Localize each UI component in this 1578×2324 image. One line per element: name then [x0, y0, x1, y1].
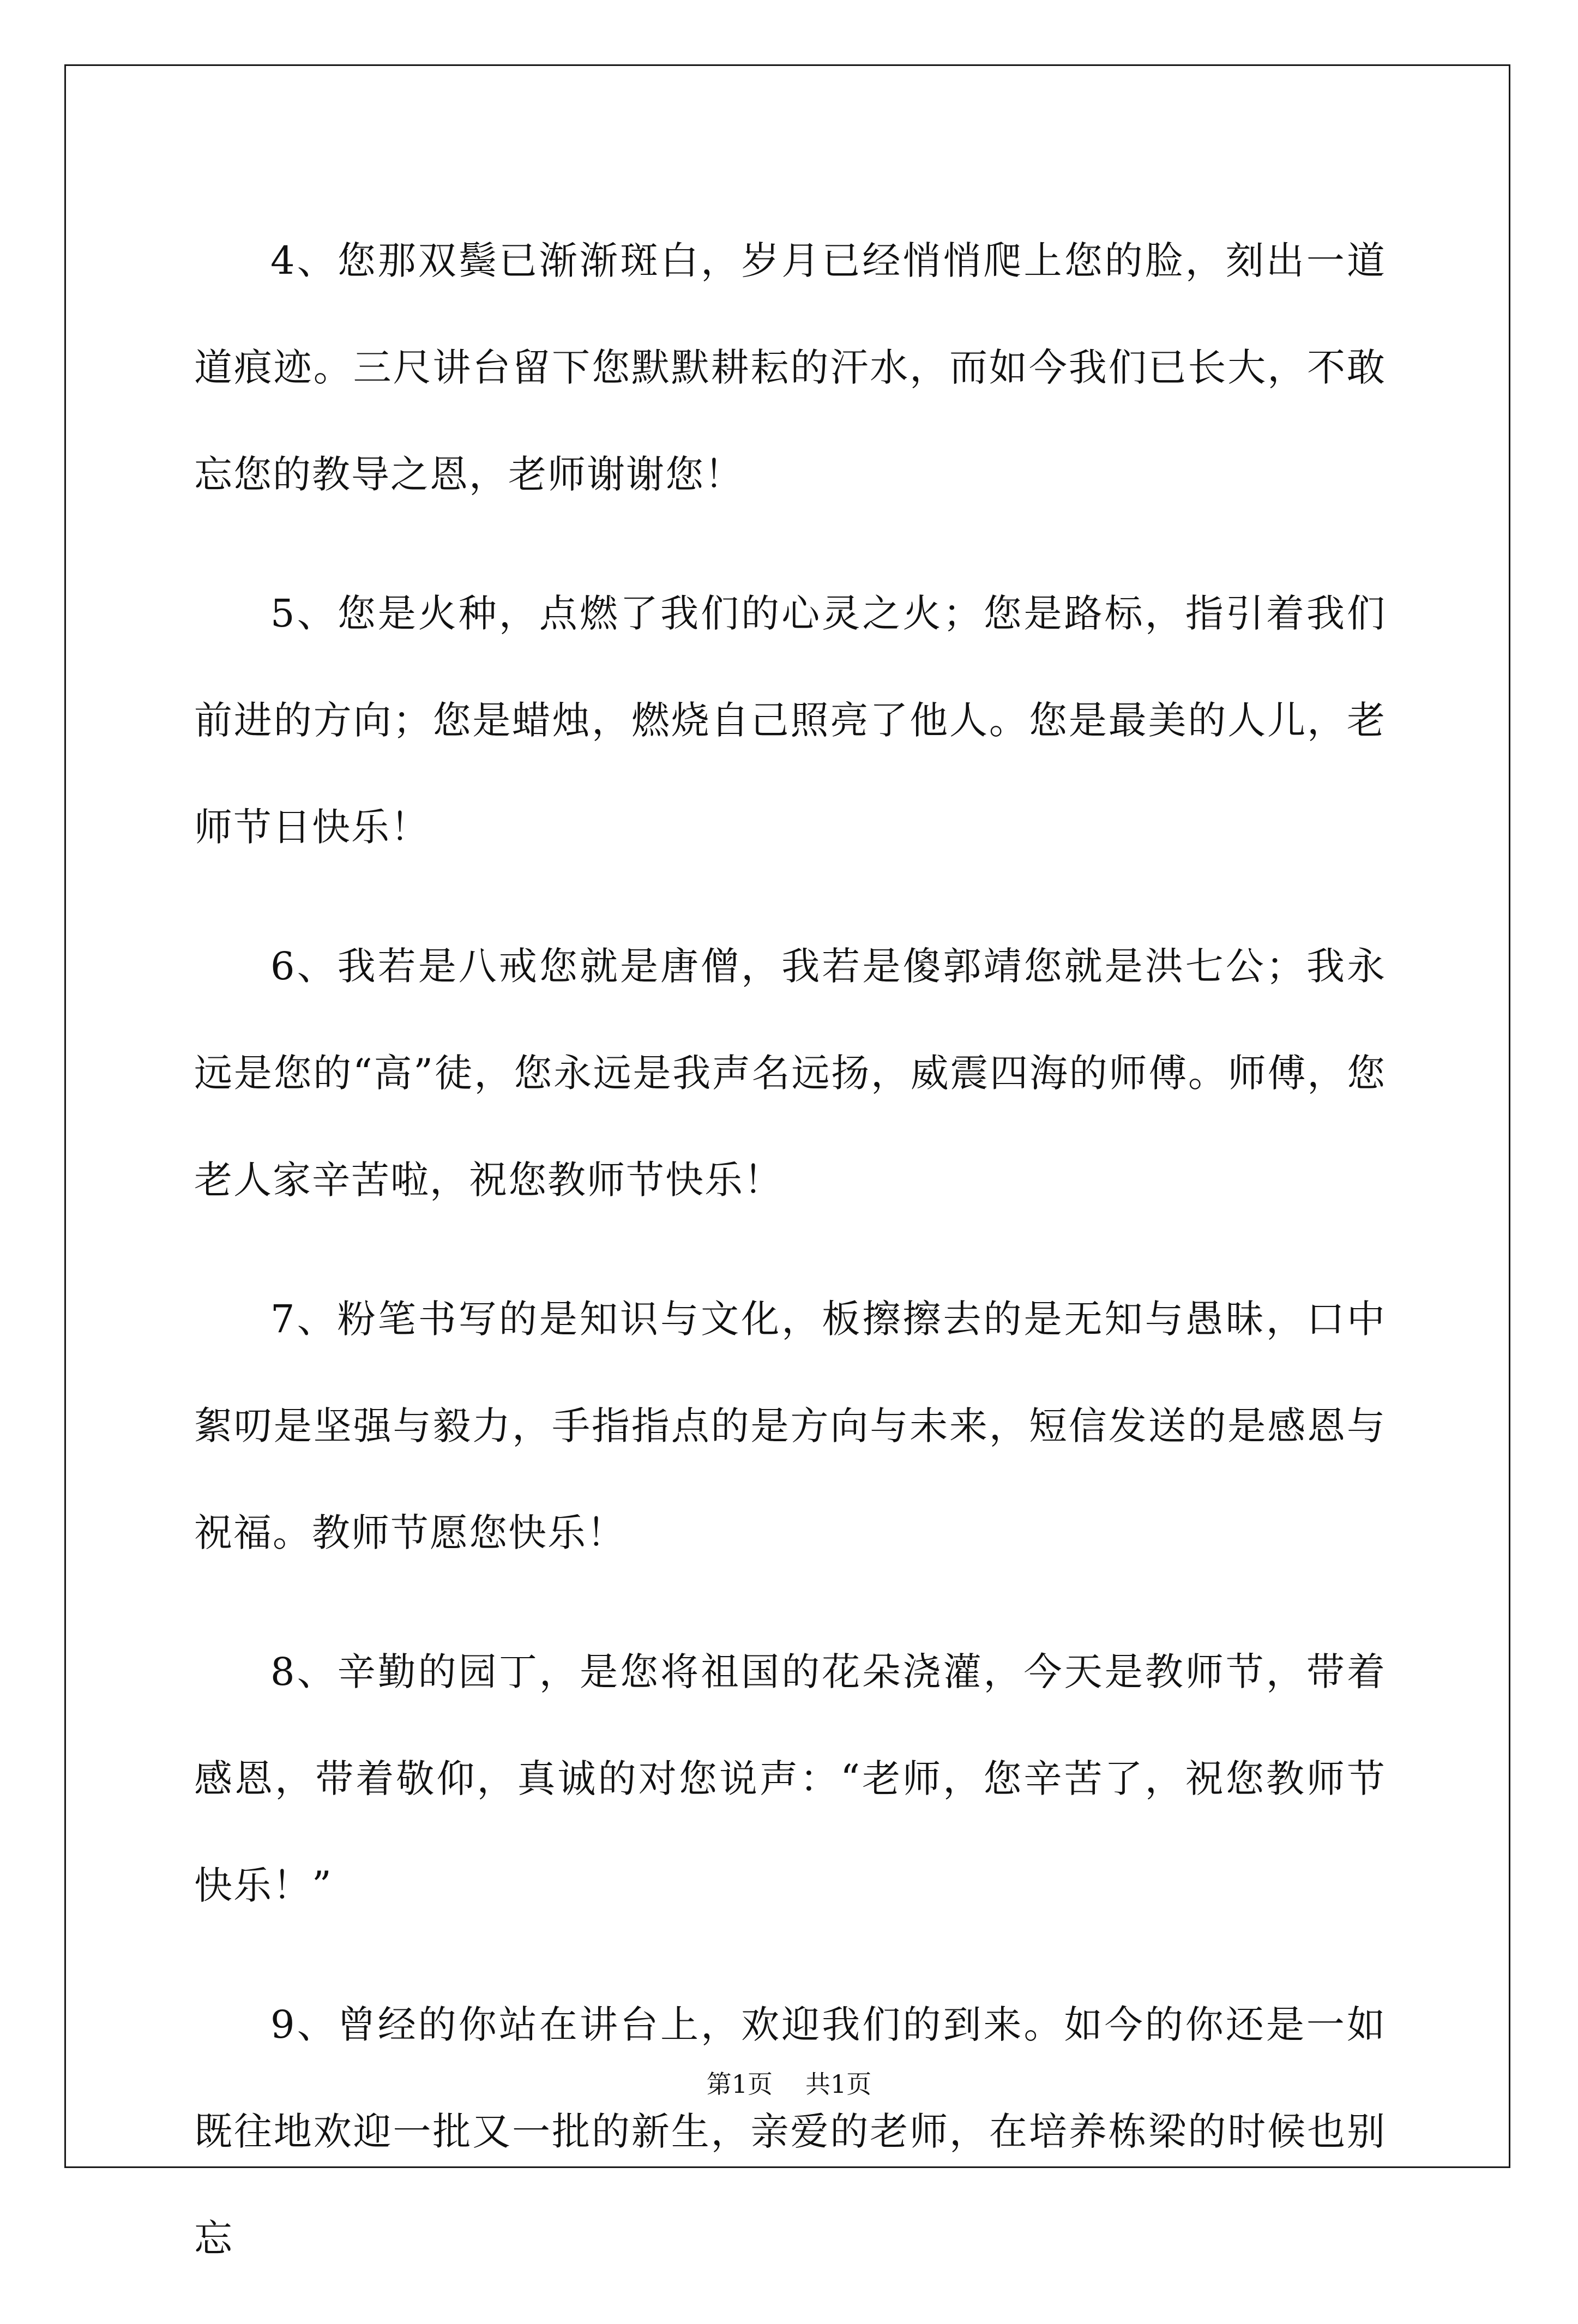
page-footer [0, 2068, 1578, 2100]
paragraph-5: 5、您是火种，点燃了我们的心灵之火；您是路标，指引着我们前进的方向；您是蜡烛，燃烧自己照亮了他人。您是最美的人儿，老师节日快乐！ [194, 591, 1386, 850]
document-body [194, 207, 1386, 2324]
paragraph-8: 8、辛勤的园丁，是您将祖国的花朵浇灌，今天是教师节，带着感恩，带着敬仰，真诚的对您说声：“老师，您辛苦了，祝您教师节快乐！” [194, 1649, 1386, 1908]
paragraph-4: 4、您那双鬓已渐渐斑白，岁月已经悄悄爬上您的脸，刻出一道道痕迹。三尺讲台留下您默默耕耘的汗水，而如今我们已长大，不敢忘您的教导之恩，老师谢谢您！ [194, 238, 1386, 497]
paragraph-9: 9、曾经的你站在讲台上，欢迎我们的到来。如今的你还是一如既往地欢迎一批又一批的新生，亲爱的老师，在培养栋梁的时候也别忘 [194, 2002, 1386, 2261]
page-number-current: 第1页 [706, 2069, 773, 2099]
paragraph-7: 7、粉笔书写的是知识与文化，板擦擦去的是无知与愚昧，口中絮叨是坚强与毅力，手指指点的是方向与未来，短信发送的是感恩与祝福。教师节愿您快乐！ [194, 1297, 1386, 1555]
paragraph-6: 6、我若是八戒您就是唐僧，我若是傻郭靖您就是洪七公；我永远是您的“高”徒，您永远是我声名远扬，威震四海的师傅。师傅，您老人家辛苦啦，祝您教师节快乐！ [194, 944, 1386, 1202]
page-number-total: 共1页 [805, 2069, 872, 2099]
